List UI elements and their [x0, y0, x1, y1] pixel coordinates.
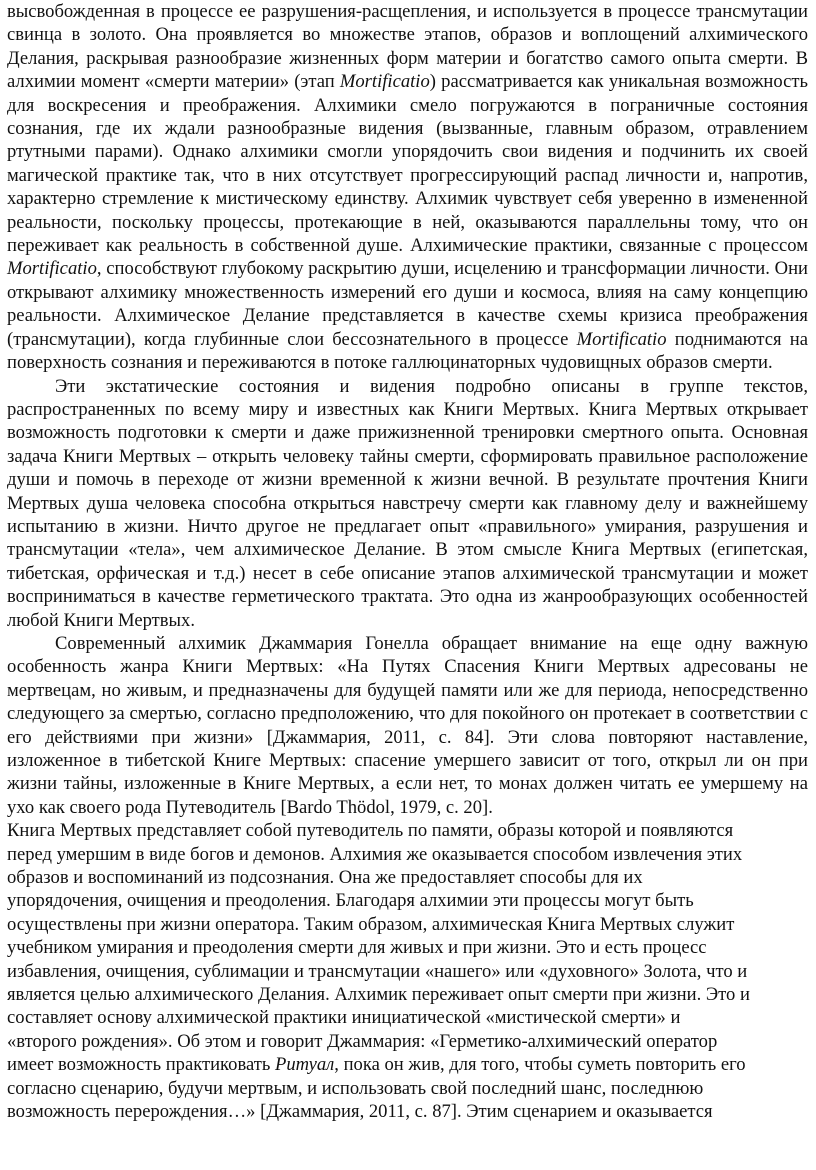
text-line: перед умершим в виде богов и демонов. Алхимия же оказывается способом извлечения этих: [7, 843, 743, 865]
text-line: является целью алхимического Делания. Алхимик переживает опыт смерти при жизни. Это и: [7, 984, 750, 1006]
text-line: Книга Мертвых представляет собой путеводитель по памяти, образы которой и появляются: [7, 820, 734, 842]
text-line: избавления, очищения, сублимации и трансмутации «нашего» или «духовного» Золота, что и: [7, 960, 748, 982]
text-line: упорядочения, очищения и преодоления. Благодаря алхимии эти процессы могут быть: [7, 890, 694, 912]
text-line-part: , пока он жив, для того, чтобы суметь повторить его: [334, 1054, 746, 1076]
text-line: составляет основу алхимической практики инициатической «мистической смерти» и: [7, 1007, 681, 1029]
paragraph-3-text-justified: Современный алхимик Джаммария Гонелла обращает внимание на еще одну важную особенность жанра Книги Мертвых: «На Путях Спасения Книги Мертвых адресованы не мертвецам, но живым, и предназначены для будущей памяти или же для периода, непосредственно следующего за смертью, согласно предположению, что для покойного он протекает в соответствии с его действиями при жизни» [Джаммария, 2011, с. 84]. Эти слова повторяют наставление, изложенное в тибетской Книге Мертвых: спасение умершего зависит от того, открыл ли он при жизни тайны, изложенные в Книге Мертвых, а если нет, то монах должен читать ее умершему на ухо как своего рода Путеводитель [Bardo Thödol, 1979, с. 20].: [7, 632, 808, 818]
term-mortificatio: Mortificatio: [339, 71, 430, 93]
paragraph-3-continuation: [7, 819, 808, 1123]
paragraph-1: [7, 0, 808, 375]
text-line: осуществлены при жизни оператора. Таким образом, алхимическая Книга Мертвых служит: [7, 913, 735, 935]
text-line: согласно сценарию, будучи мертвым, и использовать свой последний шанс, последнюю: [7, 1077, 704, 1099]
term-ritual: Ритуал: [275, 1054, 335, 1076]
text-line-part: имеет возможность практиковать: [7, 1054, 276, 1076]
paragraph-1-text-c: , способствуют глубокому раскрытию души, исцелению и трансформации личности. Они открывают алхимику множественность измерений его души и космоса, влияя на саму концепцию реальности. Алхимическое Делание представляется в качестве схемы кризиса преображения (трансмутации), когда глубинные слои бессознательного в процессе: [7, 258, 808, 350]
paragraph-2: Эти экстатические состояния и видения подробно описаны в группе текстов, распространенных по всему миру и известных как Книги Мертвых. Книга Мертвых открывает возможность подготовки к смерти и даже прижизненной тренировки смертного опыта. Основная задача Книги Мертвых – открыть человеку тайны смерти, сформировать правильное расположение души и помочь в переходе от жизни временной к жизни вечной. В результате прочтения Книги Мертвых душа человека способна открыться навстречу смерти как главному делу и важнейшему испытанию в жизни. Ничто другое не предлагает опыт «правильного» умирания, разрушения и трансмутации «тела», чем алхимическое Делание. В этом смысле Книга Мертвых (египетская, тибетская, орфическая и т.д.) несет в себе описание этапов алхимической трансмутации и может восприниматься в качестве герметического трактата. Это одна из жанрообразующих особенностей любой Книги Мертвых.: [7, 375, 808, 631]
paragraph-1-text-a: высвобожденная в процессе ее разрушения-расщепления, и используется в процессе трансмутации свинца в золото. Она проявляется во множестве этапов, образов и воплощений алхимического Делания, раскрывая разнообразие жизненных форм материи и богатство самого опыта смерти. В алхимии момент «смерти материи» (этап: [7, 1, 808, 93]
text-line: образов и воспоминаний из подсознания. Она же предоставляет способы для их: [7, 867, 643, 889]
text-line: [7, 1053, 808, 1076]
term-mortificatio: Mortificatio: [576, 328, 667, 350]
paragraph-3: [7, 632, 808, 819]
term-mortificatio: Mortificatio: [7, 258, 97, 280]
paragraph-1-text-b: ) рассматривается как уникальная возможность для воскресения и преображения. Алхимики смело погружаются в пограничные состояния сознания, где их ждали разнообразные видения (вызванные, главным образом, отравлением ртутными парами). Однако алхимики смогли упорядочить свои видения и подчинить их своей магической практике так, что в них отсутствует прогрессирующий распад личности и, напротив, характерно стремление к мистическому единству. Алхимик чувствует себя уверенно в измененной реальности, поскольку процессы, протекающие в ней, оказываются параллельны тому, что он переживает как реальность в собственной душе. Алхимические практики, связанные с процессом: [7, 71, 808, 257]
text-line: «второго рождения». Об этом и говорит Джаммария: «Герметико-алхимический оператор: [7, 1030, 718, 1052]
text-line: возможность перерождения…» [Джаммария, 2011, с. 87]. Этим сценарием и оказывается: [7, 1101, 713, 1123]
text-line: учебником умирания и преодоления смерти для живых и при жизни. Это и есть процесс: [7, 937, 707, 959]
paragraph-1-text-d: поднимаются на поверхность сознания и переживаются в потоке галлюцинаторных чудовищных образов смерти.: [7, 328, 808, 374]
